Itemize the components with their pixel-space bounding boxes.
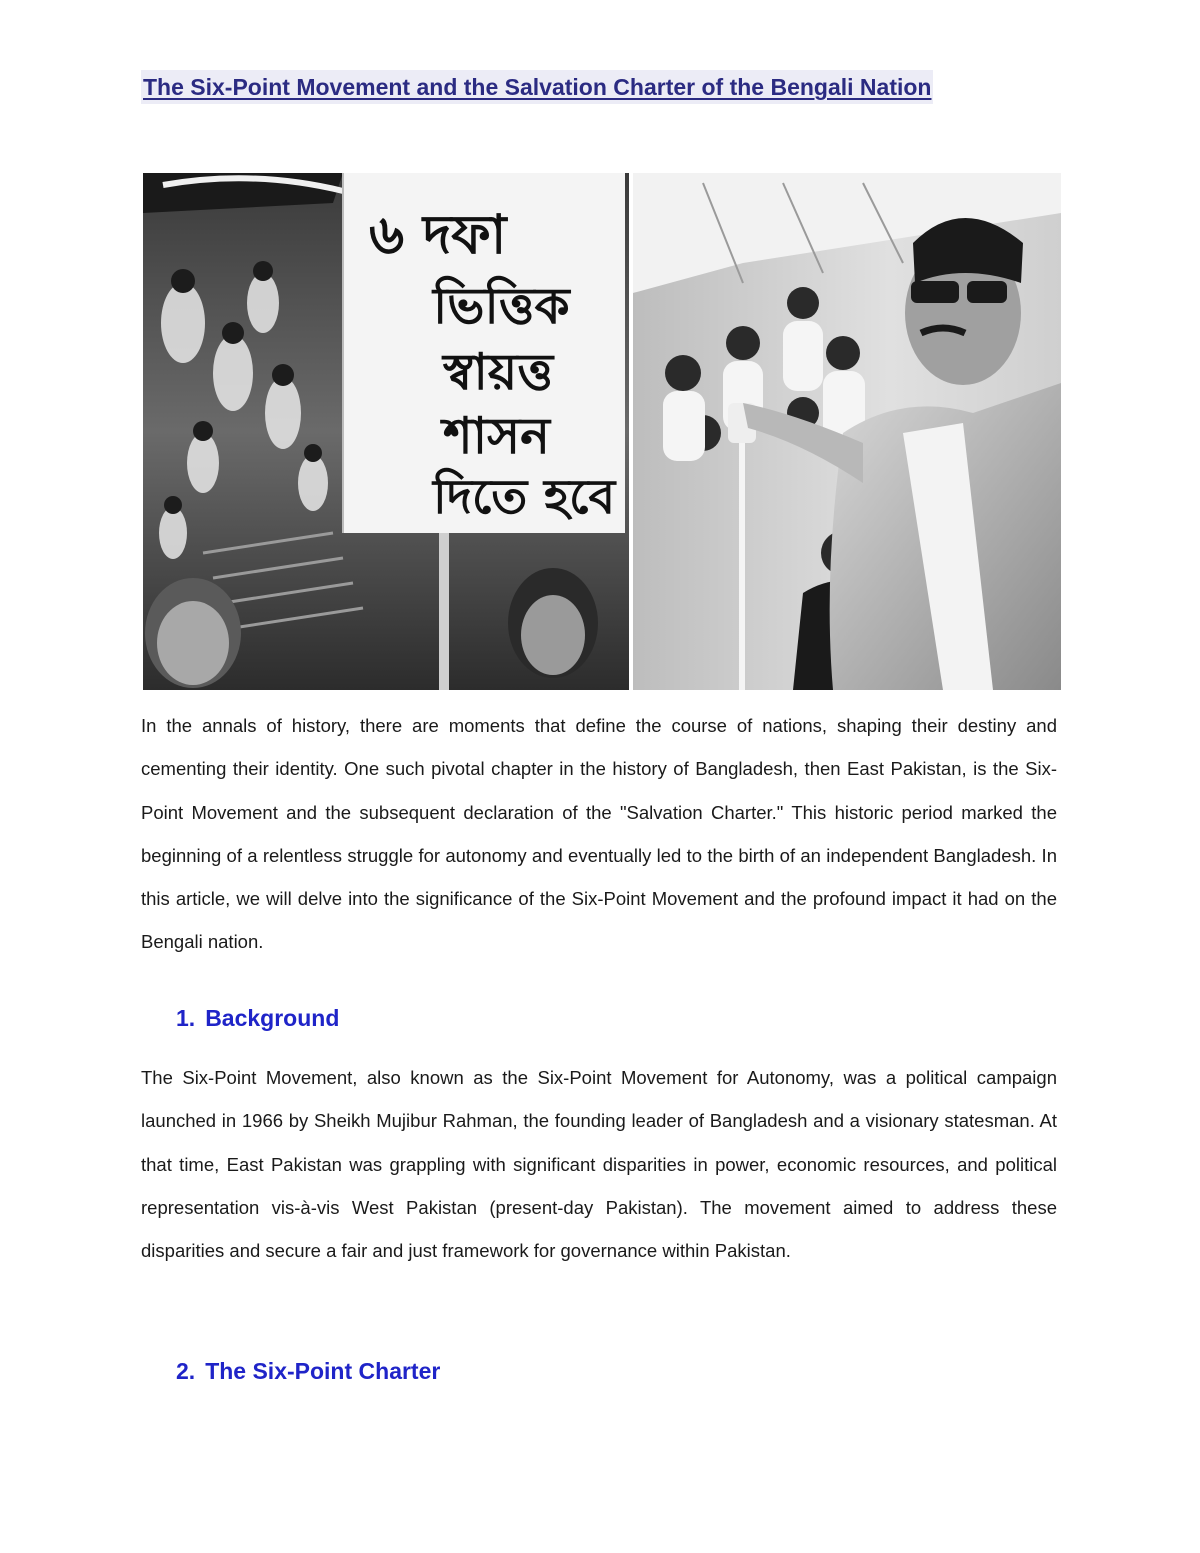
placard-line-3: স্বায়ত্ত bbox=[443, 343, 554, 401]
placard-line-4: শাসন bbox=[443, 407, 550, 465]
section-title: Background bbox=[205, 1005, 340, 1031]
section-title: The Six-Point Charter bbox=[205, 1358, 441, 1384]
background-paragraph: The Six-Point Movement, also known as the Six-Point Movement for Autonomy, was a political campaign launched in 1966 by Sheikh Mujibur Rahman, the founding leader of Bangladesh and a visionary statesman. At that time, East Pakistan was grappling with significant disparities in power, economic resources, and political representation vis-à-vis West Pakistan (present-day Pakistan). The movement aimed to address these disparities and secure a fair and just framework for governance within Pakistan. bbox=[141, 1067, 1057, 1262]
intro-paragraph: In the annals of history, there are moments that define the course of nations, shaping their destiny and cementing their identity. One such pivotal chapter in the history of Bangladesh, then East Pakistan, is the Six-Point Movement and the subsequent declaration of the "Salvation Charter." This historic period marked the beginning of a relentless struggle for autonomy and eventually led to the birth of an independent Bangladesh. In this article, we will delve into the significance of the Six-Point Movement and the profound impact it had on the Bengali nation. bbox=[141, 715, 1057, 953]
section-heading-background bbox=[176, 1003, 339, 1033]
placard-line-5: দিতে হবে bbox=[433, 469, 616, 525]
section-number: 2. bbox=[176, 1358, 196, 1384]
photo-left-crowd bbox=[143, 173, 629, 690]
historical-photo bbox=[143, 173, 1061, 690]
placard-line-2: ভিত্তিক bbox=[433, 277, 570, 335]
section-heading-six-point-charter bbox=[176, 1356, 440, 1386]
section-number: 1. bbox=[176, 1005, 196, 1031]
placard-line-1: ৬ দফা bbox=[369, 203, 507, 266]
photo-right-speaker bbox=[633, 173, 1061, 690]
document-title: The Six-Point Movement and the Salvation Charter of the Bengali Nation bbox=[141, 70, 933, 104]
